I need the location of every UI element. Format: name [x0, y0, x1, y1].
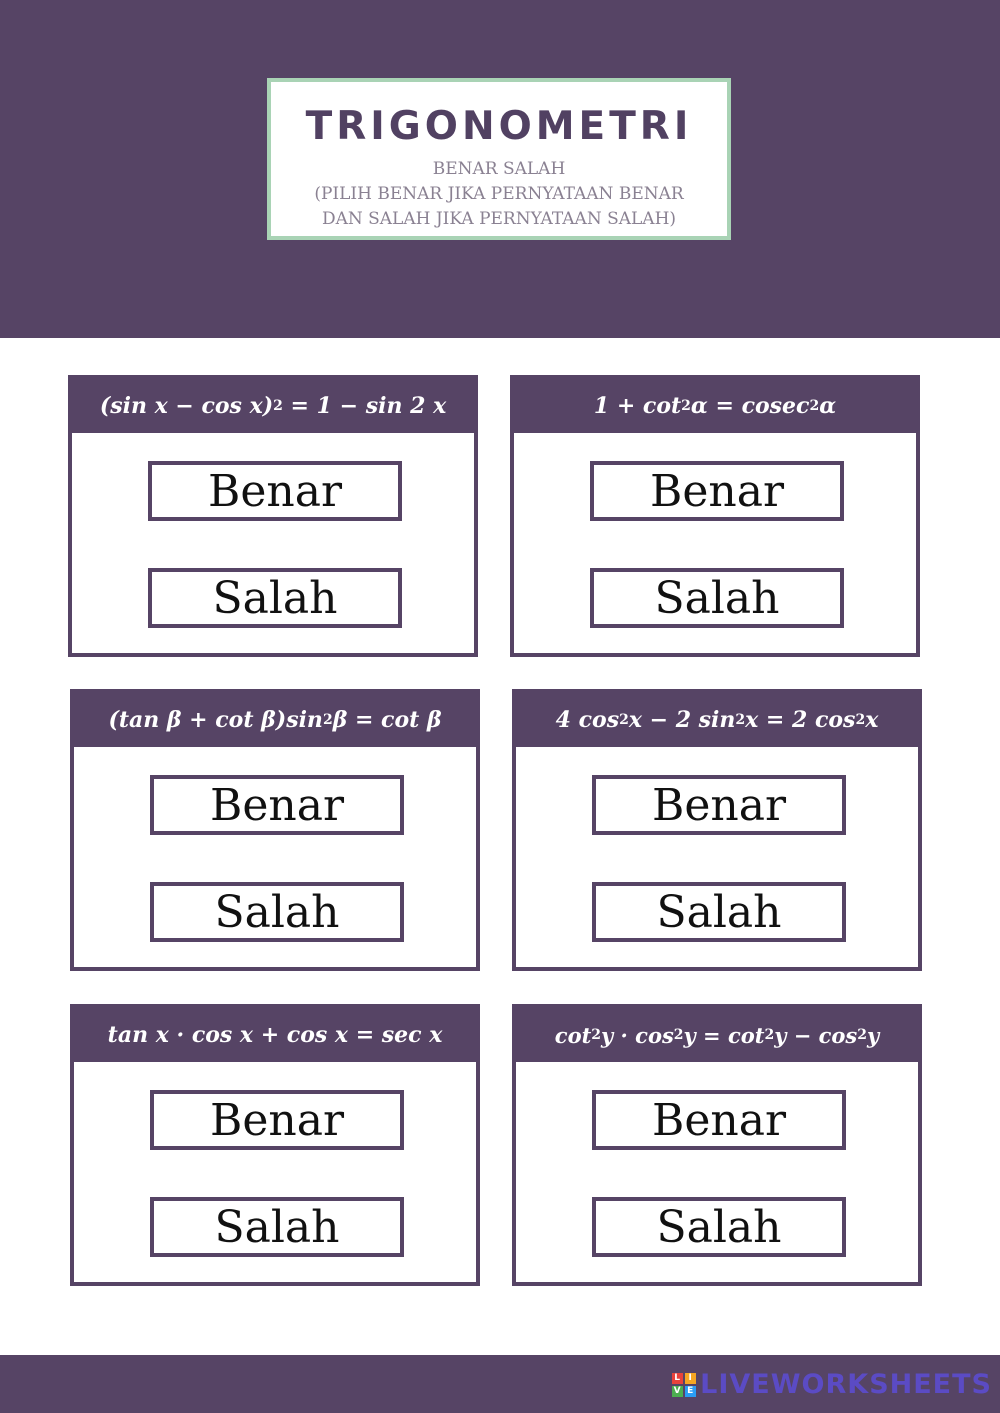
benar-button[interactable]: Benar [590, 461, 844, 521]
benar-button[interactable]: Benar [592, 775, 846, 835]
question-statement: cot 2 y · cos 2 y = cot 2 y − cos 2 y [516, 1008, 918, 1062]
liveworksheets-logo[interactable] [672, 1369, 992, 1400]
salah-button[interactable]: Salah [150, 882, 404, 942]
question-statement: 4 cos 2 x − 2 sin 2 x = 2 cos 2 x [516, 693, 918, 747]
title-box [267, 78, 731, 240]
salah-button[interactable]: Salah [592, 1197, 846, 1257]
benar-button[interactable]: Benar [592, 1090, 846, 1150]
question-card-1 [68, 375, 478, 657]
salah-button[interactable]: Salah [148, 568, 402, 628]
question-statement: (sin x − cos x) 2 = 1 − sin 2 x [72, 379, 474, 433]
header-band [0, 0, 1000, 338]
question-card-2 [510, 375, 920, 657]
salah-button[interactable]: Salah [150, 1197, 404, 1257]
logo-letter: I [685, 1373, 696, 1384]
benar-button[interactable]: Benar [148, 461, 402, 521]
question-card-4 [512, 689, 922, 971]
benar-button[interactable]: Benar [150, 775, 404, 835]
salah-button[interactable]: Salah [590, 568, 844, 628]
question-card-3 [70, 689, 480, 971]
subtitle-line: DAN SALAH JIKA PERNYATAAN SALAH) [321, 209, 677, 229]
question-statement: tan x · cos x + cos x = sec x [74, 1008, 476, 1062]
footer-band [0, 1355, 1000, 1413]
logo-letter: V [673, 1386, 682, 1396]
subtitle-line: BENAR SALAH [432, 159, 566, 179]
salah-button[interactable]: Salah [592, 882, 846, 942]
question-card-6 [512, 1004, 922, 1286]
logo-letter: E [687, 1386, 695, 1396]
page-title: TRIGONOMETRI [305, 104, 693, 149]
benar-button[interactable]: Benar [150, 1090, 404, 1150]
question-card-5 [70, 1004, 480, 1286]
question-statement: 1 + cot 2 α = cosec 2 α [514, 379, 916, 433]
logo-icon [672, 1373, 696, 1397]
logo-letter: L [672, 1373, 683, 1384]
instructions [271, 157, 727, 232]
question-statement: (tan β + cot β)sin 2 β = cot β [74, 693, 476, 747]
brand-name: LIVEWORKSHEETS [700, 1369, 992, 1400]
subtitle-line: (PILIH BENAR JIKA PERNYATAAN BENAR [314, 184, 684, 204]
